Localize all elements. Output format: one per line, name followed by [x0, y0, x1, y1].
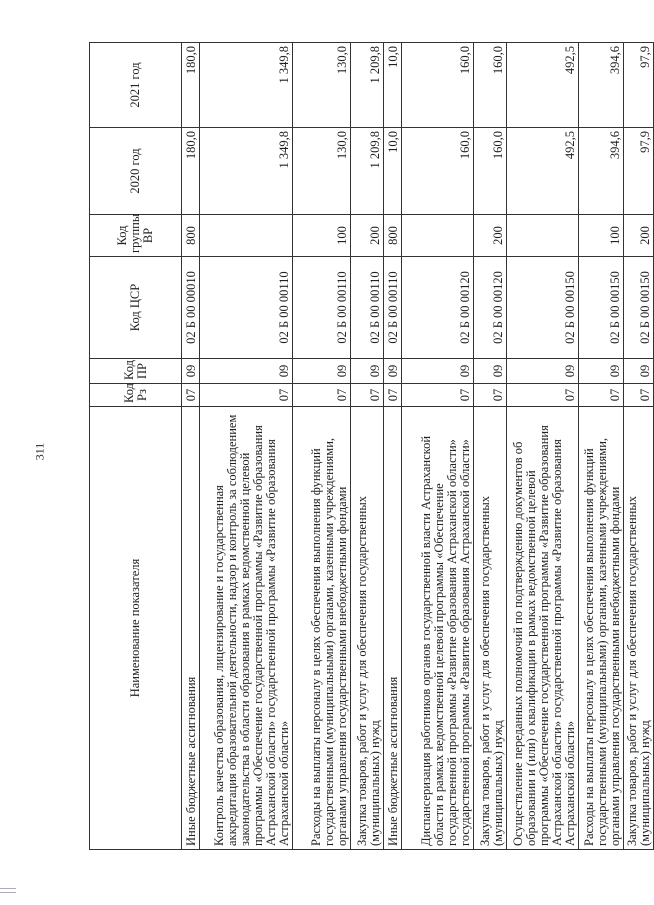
row-pr: 09	[401, 359, 474, 384]
table-row	[351, 43, 383, 850]
rotated-table-wrapper	[89, 43, 654, 850]
row-pr: 09	[623, 359, 653, 384]
row-2021: 180,0	[182, 43, 200, 128]
row-vr: 200	[623, 215, 653, 257]
row-name: Расходы на выплаты персоналу в целях обеспечения выполнения функций государственными (муниципальными) органами, казенными учреждениями, органами управления государственными внебюджетными фондами	[579, 407, 623, 850]
row-name: Расходы на выплаты персоналу в целях обеспечения выполнения функций государственными (муниципальными) органами, казенными учреждениями, органами управления государственными внебюджетными фондами	[292, 407, 350, 850]
row-csr: 02 Б 00 00150	[506, 257, 579, 359]
row-name: Осуществление переданных полномочий по подтверждению документов об образовании и (или) о квалификации в рамках ведомственной целевой программы «Обеспечение государственной программы «Развитие образования Астраханской области» государственной программы «Развитие образования Астраханской области»	[506, 407, 579, 850]
row-2020: 160,0	[474, 128, 506, 215]
row-rz: 07	[506, 384, 579, 407]
row-pr: 09	[579, 359, 623, 384]
scan-edge-mark	[0, 888, 16, 889]
row-rz: 07	[401, 384, 474, 407]
row-2020: 492,5	[506, 128, 579, 215]
row-2021: 160,0	[474, 43, 506, 128]
row-pr: 09	[351, 359, 383, 384]
table-row	[383, 43, 401, 850]
row-vr: 800	[182, 215, 200, 257]
row-rz: 07	[623, 384, 653, 407]
row-csr: 02 Б 00 00120	[401, 257, 474, 359]
row-vr: 200	[474, 215, 506, 257]
row-name: Диспансеризация работников органов государственной власти Астраханской области в рамках ведомственной целевой программы «Обеспечение государственной программы «Развитие образования Астраханской области» государственной программы «Развитие образования Астраханской области»	[401, 407, 474, 850]
row-name: Иные бюджетные ассигнования	[182, 407, 200, 850]
row-2021: 10,0	[383, 43, 401, 128]
row-rz: 07	[351, 384, 383, 407]
row-rz: 07	[383, 384, 401, 407]
header-2020: 2020 год	[90, 128, 182, 215]
row-pr: 09	[383, 359, 401, 384]
row-csr: 02 Б 00 00120	[474, 257, 506, 359]
row-vr	[401, 215, 474, 257]
table-row	[200, 43, 293, 850]
row-vr: 800	[383, 215, 401, 257]
row-csr: 02 Б 00 00110	[351, 257, 383, 359]
row-vr	[506, 215, 579, 257]
row-pr: 09	[200, 359, 293, 384]
table-row	[474, 43, 506, 850]
table-row	[292, 43, 350, 850]
row-rz: 07	[579, 384, 623, 407]
table-row	[182, 43, 200, 850]
row-csr: 02 Б 00 00110	[383, 257, 401, 359]
row-2020: 97,9	[623, 128, 653, 215]
row-vr: 200	[351, 215, 383, 257]
scan-edge-mark	[0, 892, 16, 893]
row-csr: 02 Б 00 00110	[200, 257, 293, 359]
header-rz: Код Рз	[90, 384, 182, 407]
row-rz: 07	[474, 384, 506, 407]
table-row	[623, 43, 653, 850]
table-row	[506, 43, 579, 850]
budget-table	[89, 42, 654, 850]
page-number: 311	[32, 442, 47, 461]
row-pr: 09	[182, 359, 200, 384]
row-rz: 07	[292, 384, 350, 407]
row-csr: 02 Б 00 00150	[623, 257, 653, 359]
row-2020: 1 209,8	[351, 128, 383, 215]
row-2021: 394,6	[579, 43, 623, 128]
header-name: Наименование показателя	[90, 407, 182, 850]
row-2020: 394,6	[579, 128, 623, 215]
row-2020: 1 349,8	[200, 128, 293, 215]
row-name: Иные бюджетные ассигнования	[383, 407, 401, 850]
row-pr: 09	[292, 359, 350, 384]
row-2021: 130,0	[292, 43, 350, 128]
row-rz: 07	[182, 384, 200, 407]
row-pr: 09	[506, 359, 579, 384]
row-2020: 10,0	[383, 128, 401, 215]
row-name: Закупка товаров, работ и услуг для обеспечения государственных (муниципальных) нужд	[623, 407, 653, 850]
row-2021: 97,9	[623, 43, 653, 128]
row-vr: 100	[579, 215, 623, 257]
row-2021: 160,0	[401, 43, 474, 128]
table-row	[579, 43, 623, 850]
row-csr: 02 Б 00 00110	[292, 257, 350, 359]
row-vr	[200, 215, 293, 257]
row-2020: 160,0	[401, 128, 474, 215]
row-2021: 1 209,8	[351, 43, 383, 128]
row-pr: 09	[474, 359, 506, 384]
row-csr: 02 Б 00 00010	[182, 257, 200, 359]
header-pr: Код ПР	[90, 359, 182, 384]
row-2021: 1 349,8	[200, 43, 293, 128]
row-name: Закупка товаров, работ и услуг для обеспечения государственных (муниципальных) нужд	[351, 407, 383, 850]
header-vr: Код группы ВР	[90, 215, 182, 257]
header-2021: 2021 год	[90, 43, 182, 128]
row-2020: 130,0	[292, 128, 350, 215]
row-name: Контроль качества образования, лицензирование и государственная аккредитация образовательной деятельности, надзор и контроль за соблюдением законодательства в области образования в рамках ведомственной целевой программы «Обеспечение государственной программы «Развитие образования Астраханской области» государственной программы «Развитие образования Астраханской области»	[200, 407, 293, 850]
header-row	[90, 43, 182, 850]
row-rz: 07	[200, 384, 293, 407]
row-2021: 492,5	[506, 43, 579, 128]
row-csr: 02 Б 00 00150	[579, 257, 623, 359]
row-name: Закупка товаров, работ и услуг для обеспечения государственных (муниципальных) нужд	[474, 407, 506, 850]
row-2020: 180,0	[182, 128, 200, 215]
row-vr: 100	[292, 215, 350, 257]
table-row	[401, 43, 474, 850]
header-csr: Код ЦСР	[90, 257, 182, 359]
